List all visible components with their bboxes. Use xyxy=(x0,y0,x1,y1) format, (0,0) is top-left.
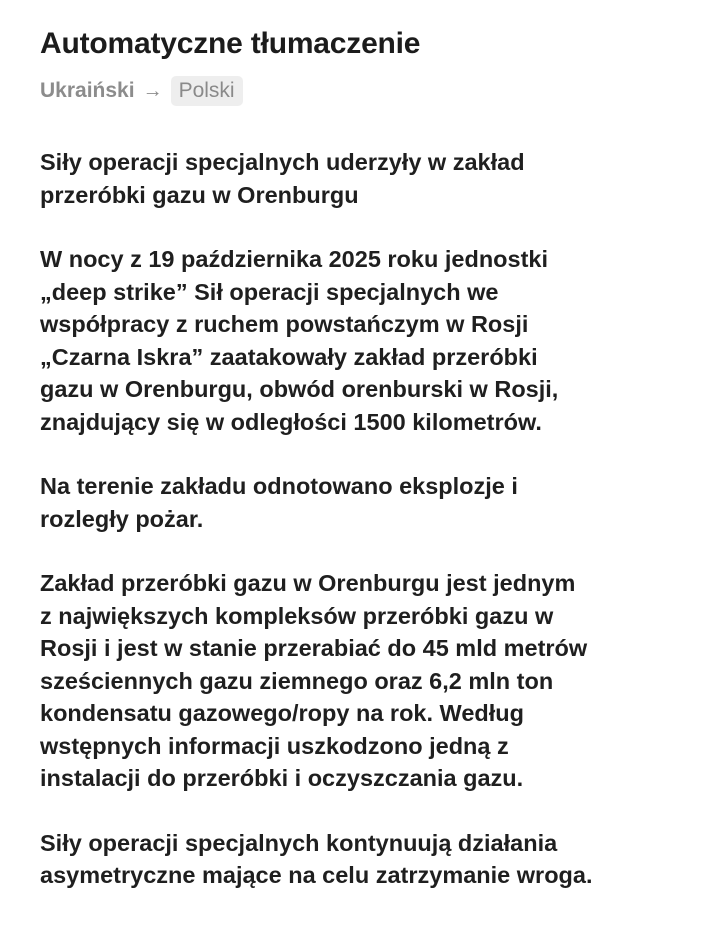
paragraph-headline: Siły operacji specjalnych uderzyły w zakład przeróbki gazu w Orenburgu xyxy=(40,149,525,208)
paragraph-explosions: Na terenie zakładu odnotowano eksplozje i rozległy pożar. xyxy=(40,473,518,532)
language-selector-row xyxy=(40,76,680,106)
target-language-chip[interactable]: Polski xyxy=(171,76,243,106)
paragraph-attack-details: W nocy z 19 października 2025 roku jednostki „deep strike” Sił operacji specjalnych we współpracy z ruchem powstańczym w Rosji „Czarna Iskra” zaatakowały zakład przeróbki gazu w Orenburgu, obwód orenburski w Rosji, znajdujący się w odległości 1500 kilometrów. xyxy=(40,246,559,435)
arrow-right-icon: → xyxy=(142,79,163,102)
translated-text xyxy=(40,146,680,892)
paragraph-closing: Siły operacji specjalnych kontynuują działania asymetryczne mające na celu zatrzymanie wroga. xyxy=(40,829,593,888)
page-title: Automatyczne tłumaczenie xyxy=(40,27,421,60)
paragraph-plant-capacity: Zakład przeróbki gazu w Orenburgu jest jednym z największych kompleksów przeróbki gazu w Rosji i jest w stanie przerabiać do 45 mld metrów sześciennych gazu ziemnego oraz 6,2 mln ton kondensatu gazowego/ropy na rok. Według wstępnych informacji uszkodzono jedną z instalacji do przeróbki i oczyszczania gazu. xyxy=(40,570,588,791)
source-language-label[interactable]: Ukraiński xyxy=(40,79,135,102)
